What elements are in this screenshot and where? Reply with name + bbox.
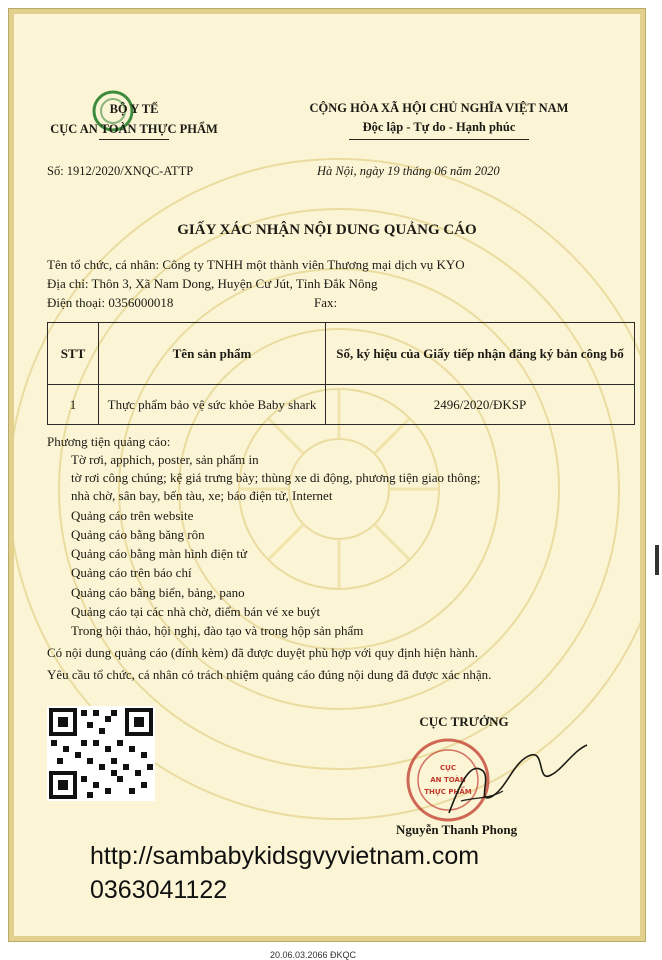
table-row [48,385,635,425]
media-item: Trong hội thảo, hội nghị, đào tạo và trong hộp sản phẩm [71,623,364,638]
org-phone: Điện thoại: 0356000018 [47,295,174,310]
table-header-row [48,323,635,385]
footer-code: 20.06.03.2066 ĐKQC [270,950,357,960]
media-item: Tờ rơi, apphich, poster, sản phẩm in [71,452,259,467]
agency-underline [99,139,169,140]
svg-text:AN TOÀN: AN TOÀN [430,776,466,784]
document-sheet [8,8,646,942]
media-item: Quảng cáo tại các nhà chờ, điểm bán vé xe buýt [71,604,321,619]
media-item: Quảng cáo trên website [71,508,194,523]
national-motto: Độc lập - Tự do - Hạnh phúc [362,120,516,134]
table-cell-stt: 1 [48,385,99,425]
media-item: Quảng cáo bằng màn hình điện tử [71,546,248,561]
handwritten-signature [441,741,591,821]
approval-line-1: Có nội dung quảng cáo (đính kèm) đã được duyệt phù hợp với quy định hiện hành. [47,645,478,660]
table-cell-product: Thực phẩm bảo vệ sức khỏe Baby shark [99,385,326,425]
product-table [47,322,635,425]
svg-text:CỤC: CỤC [440,764,456,772]
edge-mark [655,545,659,575]
media-item: Quảng cáo trên báo chí [71,565,192,580]
media-item: Quảng cáo bằng biển, bảng, pano [71,585,245,600]
signer-name: Nguyễn Thanh Phong [396,822,518,837]
approval-line-2: Yêu cầu tổ chức, cá nhân có trách nhiệm quảng cáo đúng nội dung đã được xác nhận. [47,667,492,682]
org-name: Tên tổ chức, cá nhân: Công ty TNHH một thành viên Thương mại dịch vụ KYO [47,257,465,272]
document-title: GIẤY XÁC NHẬN NỘI DUNG QUẢNG CÁO [177,222,477,238]
overlay-url: http://sambabykidsgvyvietnam.com [90,842,480,870]
country-name: CỘNG HÒA XÃ HỘI CHỦ NGHĨA VIỆT NAM [309,101,569,115]
signer-title: CỤC TRƯỞNG [419,714,509,729]
doc-number: Số: 1912/2020/XNQC-ATTP [47,164,194,178]
media-item: Quảng cáo bằng băng rôn [71,527,205,542]
table-cell-registration: 2496/2020/ĐKSP [326,385,635,425]
table-header-product: Tên sản phẩm [99,323,326,385]
qr-code-icon [47,706,155,801]
table-header-stt: STT [48,323,99,385]
media-item: nhà chờ, sân bay, bến tàu, xe; báo điện tử, Internet [71,488,333,503]
media-heading: Phương tiện quảng cáo: [47,434,171,449]
media-item: tờ rơi công chúng; kệ giá trưng bày; thùng xe di động, phương tiện giao thông; [71,470,481,485]
table-header-registration: Số, ký hiệu của Giấy tiếp nhận đăng ký bản công bố [326,323,635,385]
ministry-name: BỘ Y TẾ [109,102,159,116]
overlay-phone: 0363041122 [90,876,228,904]
svg-text:THỰC PHẨM: THỰC PHẨM [424,788,472,796]
org-fax: Fax: [314,295,338,310]
motto-underline [349,139,529,140]
agency-name: CỤC AN TOÀN THỰC PHẨM [50,122,218,136]
org-address: Địa chỉ: Thôn 3, Xã Nam Dong, Huyện Cư Jút, Tỉnh Đắk Nông [47,276,378,291]
date-place: Hà Nội, ngày 19 tháng 06 năm 2020 [317,164,500,178]
